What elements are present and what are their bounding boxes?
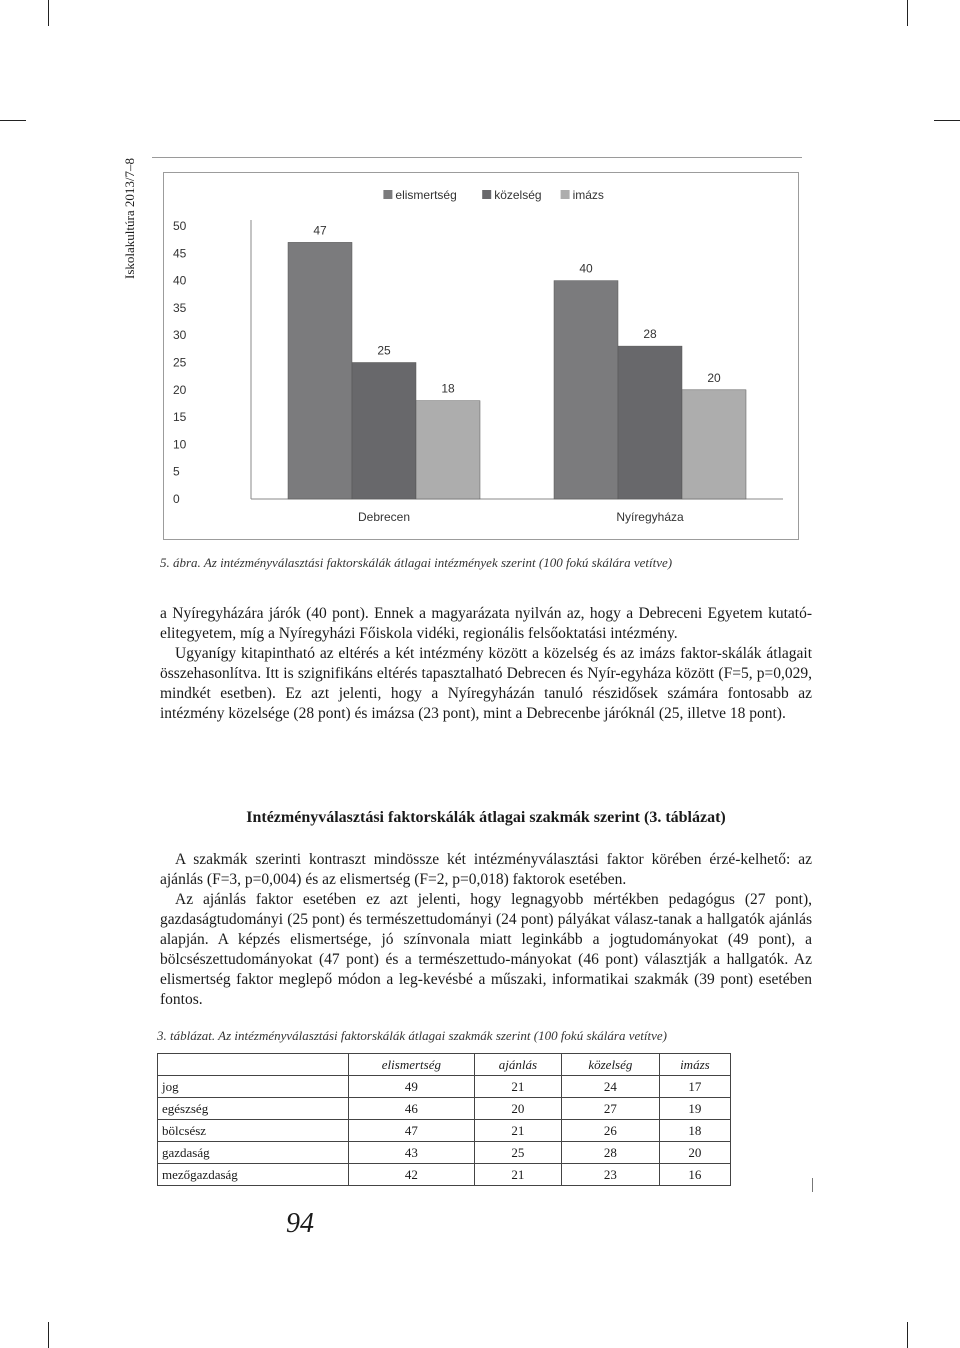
table-cell: mezőgazdaság xyxy=(158,1164,349,1186)
y-tick-label: 30 xyxy=(173,328,187,343)
table-row xyxy=(158,1098,731,1120)
data-label: 47 xyxy=(313,223,327,238)
y-tick-label: 40 xyxy=(173,273,187,288)
table-header-cell: közelség xyxy=(561,1054,659,1076)
y-tick-label: 15 xyxy=(173,410,187,425)
header-rule xyxy=(152,157,802,158)
y-tick-label: 20 xyxy=(173,382,187,397)
table-cell: 49 xyxy=(349,1076,475,1098)
bar xyxy=(352,363,416,500)
bar-chart xyxy=(163,172,799,540)
x-tick-label: Debrecen xyxy=(357,510,411,524)
table-cell: jog xyxy=(158,1076,349,1098)
table-cell: egészség xyxy=(158,1098,349,1120)
table-row xyxy=(158,1142,731,1164)
running-head: Iskolakultúra 2013/7–8 xyxy=(122,158,137,279)
paragraph: A szakmák szerinti kontraszt mindössze két intézményválasztási faktor körében érzé-kelhető: az ajánlás (F=3, p=0,004) és az elismertség (F=2, p=0,018) faktorok esetében. xyxy=(160,851,812,888)
bar xyxy=(554,281,618,499)
table-cell: 25 xyxy=(474,1142,561,1164)
x-tick-label: Nyíregyháza xyxy=(616,510,684,524)
legend-label: elismertség xyxy=(395,188,457,202)
body-text-2 xyxy=(160,850,812,1010)
table-header-cell xyxy=(158,1054,349,1076)
data-label: 25 xyxy=(377,343,391,358)
figure-caption: 5. ábra. Az intézményválasztási faktorskálák átlagai intézmények szerint (100 fokú skálára vetítve) xyxy=(160,555,673,570)
table-cell: 21 xyxy=(474,1120,561,1142)
table-cell: 19 xyxy=(659,1098,730,1120)
table-cell: 28 xyxy=(561,1142,659,1164)
body-text-1 xyxy=(160,604,812,724)
paragraph: Ugyanígy kitapintható az eltérés a két intézmény között a közelség és az imázs faktor-skálák átlagait összehasonlítva. Itt is szignifikáns eltérés tapasztalható Debrecen és Nyír-egyháza között (F=5, p=0,029, mindkét esetben). Ez azt jelenti, hogy a Nyíregyházán tanuló részidősek számára fontosabb az intézmény közelsége (28 pont) és imázsa (23 pont), mint a Debrecenbe járóknál (25, illetve 18 pont). xyxy=(160,645,812,722)
table-header-cell: elismertség xyxy=(349,1054,475,1076)
bar xyxy=(618,346,682,499)
y-tick-label: 5 xyxy=(173,464,180,479)
bar xyxy=(682,390,746,499)
y-tick-label: 50 xyxy=(173,219,187,233)
data-label: 20 xyxy=(707,370,721,385)
y-tick-label: 25 xyxy=(173,355,187,370)
y-tick-label: 45 xyxy=(173,246,187,261)
table-cell: 18 xyxy=(659,1120,730,1142)
y-tick-label: 10 xyxy=(173,437,187,452)
legend-swatch xyxy=(561,190,570,199)
table-row xyxy=(158,1164,731,1186)
table-cell: 42 xyxy=(349,1164,475,1186)
table-cell: 47 xyxy=(349,1120,475,1142)
paragraph: Az ajánlás faktor esetében ez azt jelenti, hogy legnagyobb mértékben pedagógus (27 pont), gazdaságtudományi (25 pont) és természettudományi (24 pont) pályákat válasz-tanak a hallgatók ajánlás alapján. A képzés elismertsége, jó színvonala miatt leginkább a jogtudományokat (49 pont), a bölcsészettudományokat (47 pont) és a természettudo-mányokat (46 pont) választják a hallgatók. Az elismertség faktor meglepő módon a leg-kevésbé a műszaki, informatikai szakmák (39 pont) esetében fontos. xyxy=(160,891,812,1008)
table-cell: 27 xyxy=(561,1098,659,1120)
table-row xyxy=(158,1120,731,1142)
table-cell: 20 xyxy=(474,1098,561,1120)
y-tick-label: 0 xyxy=(173,492,180,506)
bar xyxy=(416,401,480,499)
table-header-cell: imázs xyxy=(659,1054,730,1076)
table-row xyxy=(158,1076,731,1098)
data-label: 18 xyxy=(441,381,455,396)
legend-label: közelség xyxy=(494,188,542,202)
table-cell: gazdaság xyxy=(158,1142,349,1164)
y-tick-label: 35 xyxy=(173,300,187,315)
table-header-row xyxy=(158,1054,731,1076)
legend-label: imázs xyxy=(572,188,604,202)
table-cell: 24 xyxy=(561,1076,659,1098)
data-label: 40 xyxy=(579,261,593,276)
bar xyxy=(288,242,352,499)
table-cell: 17 xyxy=(659,1076,730,1098)
data-table xyxy=(157,1053,731,1186)
table-cell: 21 xyxy=(474,1076,561,1098)
paragraph: a Nyíregyházára járók (40 pont). Ennek a magyarázata nyilván az, hogy a Debreceni Egyetem kutató-elitegyetem, míg a Nyíregyházi Főiskola vidéki, regionális felsőoktatási intézmény. xyxy=(160,605,812,642)
table-cell: 26 xyxy=(561,1120,659,1142)
table-cell: 46 xyxy=(349,1098,475,1120)
margin-rule xyxy=(812,1178,813,1192)
table-cell: bölcsész xyxy=(158,1120,349,1142)
table-cell: 43 xyxy=(349,1142,475,1164)
table-header-cell: ajánlás xyxy=(474,1054,561,1076)
table-cell: 23 xyxy=(561,1164,659,1186)
legend-swatch xyxy=(383,190,392,199)
page-number: 94 xyxy=(286,1208,314,1239)
table-cell: 16 xyxy=(659,1164,730,1186)
table-caption: 3. táblázat. Az intézményválasztási faktorskálák átlagai szakmák szerint (100 fokú skálára vetítve) xyxy=(157,1028,667,1043)
table-cell: 21 xyxy=(474,1164,561,1186)
section-title: Intézményválasztási faktorskálák átlagai szakmák szerint (3. táblázat) xyxy=(246,809,726,826)
legend-swatch xyxy=(482,190,491,199)
table-cell: 20 xyxy=(659,1142,730,1164)
data-label: 28 xyxy=(643,327,657,342)
